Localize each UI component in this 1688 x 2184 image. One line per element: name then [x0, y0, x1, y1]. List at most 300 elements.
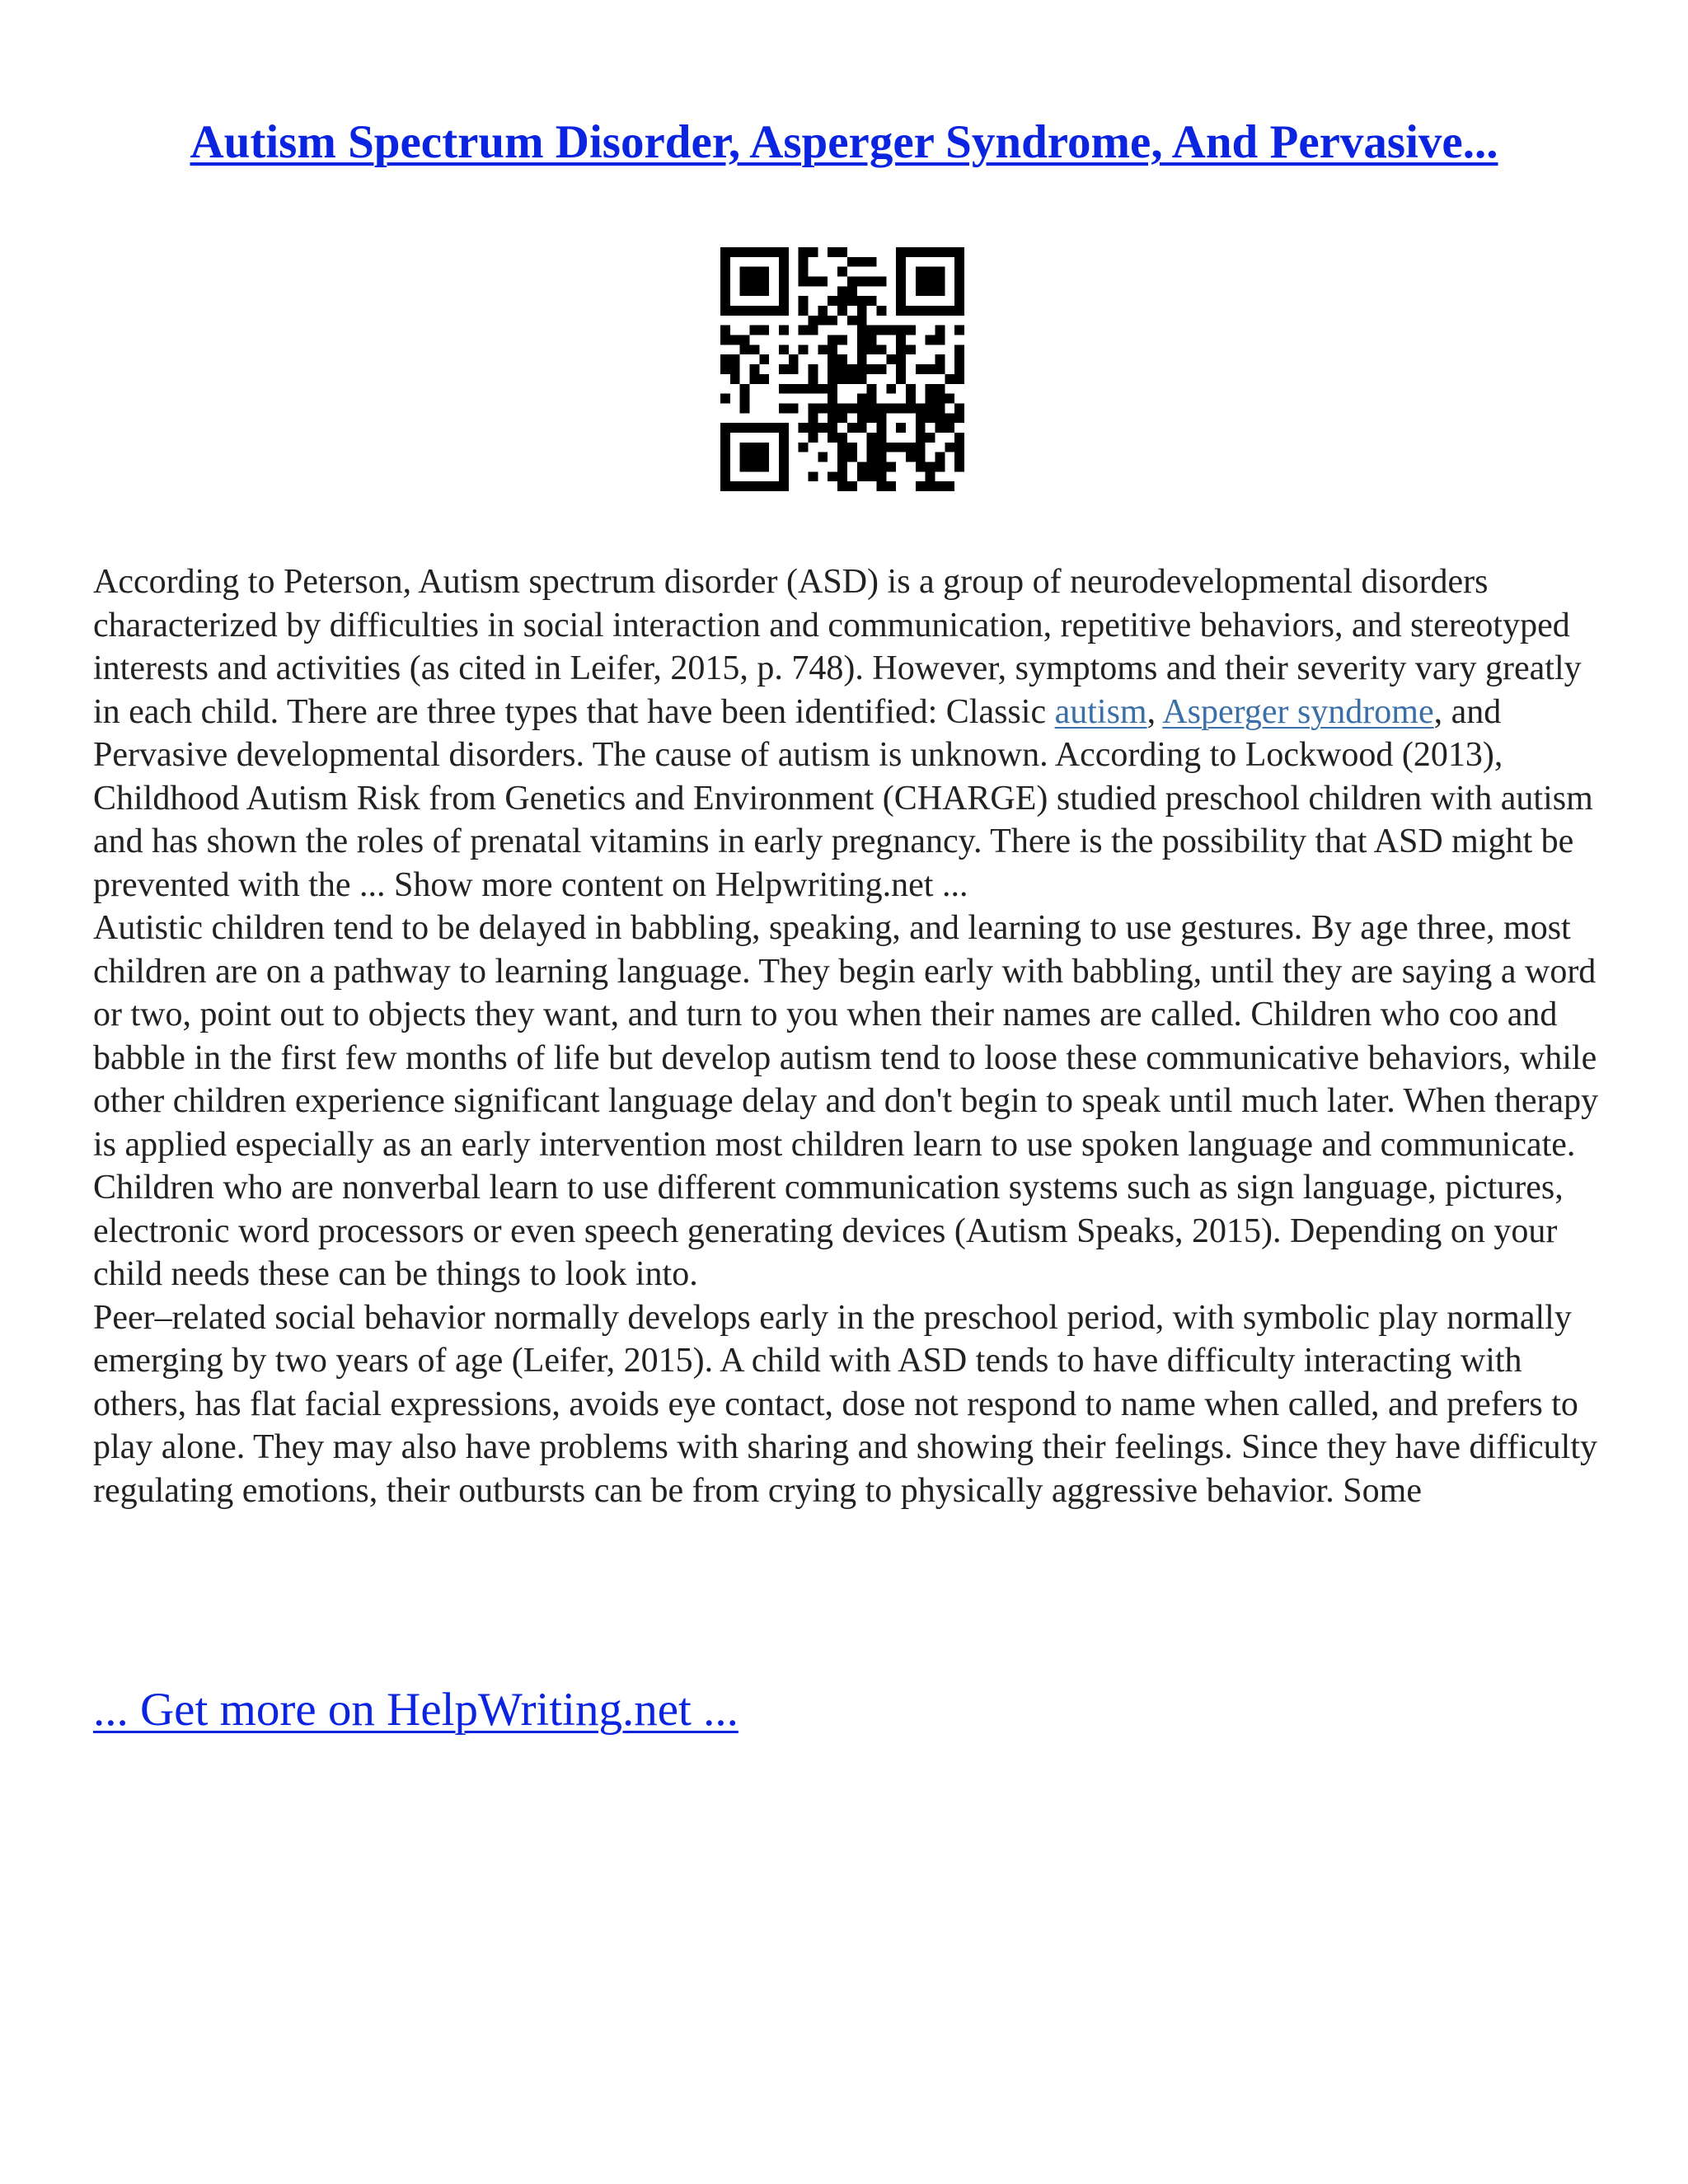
qr-module — [828, 316, 837, 326]
qr-module — [828, 413, 837, 423]
qr-module — [740, 462, 750, 471]
qr-module — [906, 394, 916, 404]
qr-module — [809, 247, 818, 257]
qr-module — [818, 403, 828, 413]
qr-module — [720, 335, 730, 345]
qr-module — [828, 423, 837, 433]
qr-module — [867, 413, 877, 423]
qr-module — [837, 267, 847, 277]
paragraph-2: Autistic children tend to be delayed in babbling, speaking, and learning to use gestures. By age three, most children are on a pathway to learning language. They begin early with babbling, until they are saying a word or two, point out to objects they want, and turn to you when their names are called. Children who coo and babble in the first few months of life but develop autism tend to loose these communicative behaviors, while other children experience significant language delay and don't begin to speak until much later. When therapy is applied especially as an early intervention most children learn to use spoken language and communicate. Children who are nonverbal learn to use different communication systems such as sign language, pictures, electronic word processors or even speech generating devices (Autism Speaks, 2015). Depending on your child needs these can be things to look into. — [93, 909, 1599, 1293]
qr-module — [828, 433, 837, 443]
qr-module — [818, 344, 828, 354]
qr-module — [779, 433, 789, 443]
qr-module — [857, 471, 867, 481]
qr-module — [740, 394, 750, 404]
qr-module — [926, 384, 935, 394]
qr-module — [876, 413, 886, 423]
qr-module — [720, 443, 730, 452]
qr-module — [740, 335, 750, 345]
qr-module — [876, 481, 886, 491]
qr-module — [954, 277, 964, 287]
qr-module — [818, 452, 828, 462]
qr-module — [896, 354, 906, 364]
title-link[interactable]: Autism Spectrum Disorder, Asperger Syndrome, And Pervasive... — [190, 116, 1498, 168]
qr-module — [926, 433, 935, 443]
qr-module — [906, 326, 916, 335]
qr-module — [828, 335, 837, 345]
qr-module — [720, 452, 730, 462]
qr-module — [769, 306, 779, 316]
qr-module — [916, 413, 926, 423]
qr-module — [857, 335, 867, 345]
qr-module — [809, 374, 818, 384]
qr-module — [916, 306, 926, 316]
qr-module — [759, 306, 769, 316]
qr-module — [750, 462, 760, 471]
qr-module — [867, 403, 877, 413]
qr-module — [750, 267, 760, 277]
paragraph-1-comma: , — [1146, 692, 1163, 731]
qr-module — [779, 326, 789, 335]
qr-module — [759, 286, 769, 296]
qr-module — [759, 423, 769, 433]
qr-module — [828, 471, 837, 481]
qr-module — [847, 257, 857, 267]
qr-module — [886, 384, 896, 394]
qr-module — [847, 403, 857, 413]
qr-module — [847, 296, 857, 306]
qr-module — [896, 443, 906, 452]
qr-module — [916, 462, 926, 471]
qr-module — [720, 394, 730, 404]
qr-module — [799, 257, 809, 267]
qr-module — [876, 364, 886, 374]
qr-module — [740, 423, 750, 433]
qr-module — [828, 354, 837, 364]
qr-module — [837, 452, 847, 462]
qr-module — [896, 286, 906, 296]
qr-module — [837, 286, 847, 296]
qr-code-image — [720, 247, 964, 491]
qr-module — [720, 296, 730, 306]
qr-module — [954, 354, 964, 364]
qr-module — [906, 403, 916, 413]
qr-module — [779, 267, 789, 277]
qr-module — [896, 374, 906, 384]
qr-module — [896, 267, 906, 277]
qr-module — [886, 481, 896, 491]
qr-module — [886, 326, 896, 335]
qr-module — [779, 364, 789, 374]
qr-module — [916, 364, 926, 374]
qr-module — [857, 316, 867, 326]
qr-module — [779, 286, 789, 296]
qr-module — [857, 364, 867, 374]
qr-module — [876, 344, 886, 354]
qr-module — [809, 403, 818, 413]
qr-module — [945, 423, 954, 433]
asperger-syndrome-link[interactable]: Asperger syndrome — [1162, 692, 1434, 731]
qr-module — [759, 277, 769, 287]
qr-module — [837, 471, 847, 481]
qr-module — [779, 257, 789, 267]
qr-module — [837, 247, 847, 257]
autism-link[interactable]: autism — [1054, 692, 1147, 731]
qr-module — [809, 316, 818, 326]
qr-module — [906, 443, 916, 452]
qr-module — [954, 403, 964, 413]
qr-module — [750, 306, 760, 316]
qr-module — [857, 306, 867, 316]
qr-module — [954, 374, 964, 384]
qr-module — [926, 247, 935, 257]
qr-module — [789, 364, 799, 374]
qr-module — [740, 286, 750, 296]
qr-module — [954, 364, 964, 374]
qr-module — [720, 306, 730, 316]
qr-module — [935, 335, 945, 345]
qr-module — [916, 403, 926, 413]
qr-module — [886, 403, 896, 413]
qr-module — [896, 423, 906, 433]
qr-module — [954, 306, 964, 316]
paragraph-1 — [93, 560, 1601, 907]
qr-module — [740, 344, 750, 354]
qr-module — [720, 433, 730, 443]
qr-module — [926, 413, 935, 423]
qr-module — [720, 481, 730, 491]
qr-module — [876, 462, 886, 471]
qr-module — [926, 335, 935, 345]
qr-module — [769, 481, 779, 491]
qr-module — [809, 326, 818, 335]
qr-module — [876, 443, 886, 452]
qr-module — [935, 267, 945, 277]
qr-module — [837, 354, 847, 364]
qr-module — [954, 286, 964, 296]
qr-module — [750, 364, 760, 374]
qr-module — [799, 384, 809, 394]
qr-module — [720, 257, 730, 267]
qr-module — [799, 443, 809, 452]
qr-module — [867, 277, 877, 287]
qr-module — [828, 403, 837, 413]
paragraph-3: Peer–related social behavior normally develops early in the preschool period, with symbolic play normally emerging by two years of age (Leifer, 2015). A child with ASD tends to have difficulty interacting with others, has flat facial expressions, avoids eye contact, dose not respond to name when called, and prefers to play alone. They may also have problems with sharing and showing their feelings. Since they have difficulty regulating emotions, their outbursts can be from crying to physically aggressive behavior. Some — [93, 1298, 1598, 1510]
qr-module — [954, 267, 964, 277]
qr-module — [847, 364, 857, 374]
qr-module — [857, 257, 867, 267]
qr-module — [867, 296, 877, 306]
qr-module — [896, 335, 906, 345]
qr-module — [906, 306, 916, 316]
qr-module — [954, 257, 964, 267]
qr-module — [926, 394, 935, 404]
qr-module — [926, 277, 935, 287]
qr-module — [847, 316, 857, 326]
qr-module — [847, 452, 857, 462]
qr-module — [867, 443, 877, 452]
qr-module — [828, 344, 837, 354]
qr-module — [926, 364, 935, 374]
qr-module — [730, 364, 740, 374]
qr-module — [789, 384, 799, 394]
qr-module — [740, 247, 750, 257]
qr-module — [740, 277, 750, 287]
qr-module — [750, 247, 760, 257]
qr-module — [759, 354, 769, 364]
qr-module — [789, 354, 799, 364]
qr-module — [740, 481, 750, 491]
qr-module — [740, 443, 750, 452]
get-more-link[interactable]: ... Get more on HelpWriting.net ... — [93, 1684, 738, 1736]
qr-module — [857, 374, 867, 384]
qr-module — [857, 296, 867, 306]
qr-module — [867, 452, 877, 462]
qr-module — [750, 481, 760, 491]
qr-module — [759, 462, 769, 471]
qr-module — [916, 481, 926, 491]
qr-module — [916, 286, 926, 296]
qr-module — [799, 326, 809, 335]
page-title — [0, 114, 1688, 171]
qr-module — [730, 354, 740, 364]
qr-module — [954, 462, 964, 471]
qr-module — [926, 471, 935, 481]
qr-module — [935, 394, 945, 404]
qr-module — [720, 354, 730, 364]
qr-module — [730, 423, 740, 433]
qr-module — [720, 364, 730, 374]
qr-module — [926, 286, 935, 296]
qr-module — [809, 413, 818, 423]
qr-module — [906, 384, 916, 394]
qr-module — [896, 364, 906, 374]
qr-module — [926, 403, 935, 413]
qr-module — [935, 354, 945, 364]
qr-module — [896, 247, 906, 257]
qr-module — [809, 364, 818, 374]
qr-module — [896, 326, 906, 335]
qr-module — [954, 452, 964, 462]
qr-module — [779, 443, 789, 452]
qr-module — [828, 384, 837, 394]
qr-module — [876, 423, 886, 433]
qr-module — [779, 481, 789, 491]
qr-module — [847, 443, 857, 452]
qr-module — [730, 335, 740, 345]
qr-module — [837, 296, 847, 306]
qr-module — [799, 267, 809, 277]
qr-module — [779, 296, 789, 306]
qr-module — [809, 433, 818, 443]
qr-module — [740, 267, 750, 277]
qr-module — [769, 247, 779, 257]
qr-module — [720, 286, 730, 296]
qr-module — [847, 286, 857, 296]
qr-module — [809, 384, 818, 394]
qr-module — [740, 403, 750, 413]
paragraph-1-text-start: According to Peterson, Autism spectrum disorder (ASD) is a group of neurodevelopmental disorders characterized by difficulties in social interaction and communication, repetitive behaviors, and stereotyped interests and activities (as cited in Leifer, 2015, p. 748). However, symptoms and their severity vary greatly in each child. There are three types that have been identified: Classic — [93, 563, 1582, 731]
qr-module — [857, 403, 867, 413]
qr-module — [935, 423, 945, 433]
qr-module — [759, 374, 769, 384]
qr-module — [867, 364, 877, 374]
qr-module — [799, 296, 809, 306]
qr-module — [720, 277, 730, 287]
qr-module — [896, 296, 906, 306]
qr-module — [916, 423, 926, 433]
qr-module — [779, 384, 789, 394]
qr-module — [886, 443, 896, 452]
qr-module — [759, 247, 769, 257]
qr-module — [916, 433, 926, 443]
qr-module — [867, 433, 877, 443]
qr-module — [779, 452, 789, 462]
qr-module — [867, 471, 877, 481]
qr-module — [857, 277, 867, 287]
qr-module — [935, 384, 945, 394]
qr-module — [945, 394, 954, 404]
qr-module — [935, 364, 945, 374]
qr-module — [720, 462, 730, 471]
qr-module — [769, 423, 779, 433]
qr-module — [896, 257, 906, 267]
qr-module — [837, 403, 847, 413]
qr-module — [916, 267, 926, 277]
qr-module — [750, 326, 760, 335]
qr-module — [867, 462, 877, 471]
qr-module — [935, 306, 945, 316]
qr-module — [720, 423, 730, 433]
qr-module — [926, 306, 935, 316]
qr-module — [935, 481, 945, 491]
qr-module — [906, 344, 916, 354]
qr-module — [759, 481, 769, 491]
qr-module — [799, 344, 809, 354]
qr-module — [720, 267, 730, 277]
qr-module — [857, 423, 867, 433]
qr-module — [818, 316, 828, 326]
qr-module — [740, 306, 750, 316]
qr-module — [857, 326, 867, 335]
qr-module — [779, 471, 789, 481]
qr-module — [837, 364, 847, 374]
qr-module — [740, 452, 750, 462]
qr-code-icon — [720, 247, 964, 491]
qr-module — [954, 296, 964, 306]
qr-module — [750, 277, 760, 287]
qr-module — [759, 452, 769, 462]
article-body — [93, 560, 1601, 1512]
qr-module — [876, 452, 886, 462]
qr-module — [954, 413, 964, 423]
qr-module — [945, 306, 954, 316]
qr-module — [886, 462, 896, 471]
qr-module — [837, 306, 847, 316]
qr-module — [876, 433, 886, 443]
qr-module — [867, 257, 877, 267]
qr-module — [886, 354, 896, 364]
qr-module — [916, 452, 926, 462]
qr-module — [828, 247, 837, 257]
qr-module — [837, 433, 847, 443]
qr-module — [750, 344, 760, 354]
qr-module — [730, 247, 740, 257]
qr-module — [857, 344, 867, 354]
qr-module — [935, 247, 945, 257]
qr-module — [809, 277, 818, 287]
qr-module — [779, 423, 789, 433]
qr-module — [818, 423, 828, 433]
qr-module — [779, 247, 789, 257]
qr-module — [935, 413, 945, 423]
qr-module — [926, 267, 935, 277]
qr-module — [750, 374, 760, 384]
qr-module — [837, 374, 847, 384]
qr-module — [750, 286, 760, 296]
qr-module — [818, 384, 828, 394]
qr-module — [857, 354, 867, 364]
qr-module — [867, 394, 877, 404]
qr-module — [730, 374, 740, 384]
qr-module — [847, 374, 857, 384]
qr-module — [837, 462, 847, 471]
qr-module — [945, 443, 954, 452]
qr-module — [916, 443, 926, 452]
qr-module — [945, 481, 954, 491]
qr-module — [730, 306, 740, 316]
qr-module — [857, 413, 867, 423]
qr-module — [926, 481, 935, 491]
qr-module — [720, 247, 730, 257]
qr-module — [828, 296, 837, 306]
qr-module — [809, 423, 818, 433]
qr-module — [759, 326, 769, 335]
qr-module — [837, 443, 847, 452]
qr-module — [954, 326, 964, 335]
qr-module — [867, 344, 877, 354]
qr-module — [818, 277, 828, 287]
qr-module — [799, 277, 809, 287]
qr-module — [916, 247, 926, 257]
qr-module — [837, 481, 847, 491]
qr-module — [750, 452, 760, 462]
qr-module — [896, 403, 906, 413]
qr-module — [730, 481, 740, 491]
qr-module — [799, 247, 809, 257]
qr-module — [847, 481, 857, 491]
qr-module — [954, 344, 964, 354]
qr-module — [896, 277, 906, 287]
qr-module — [954, 443, 964, 452]
qr-module — [857, 394, 867, 404]
qr-module — [945, 374, 954, 384]
paragraph-1-text-end: , and Pervasive developmental disorders. The cause of autism is unknown. According to Lockwood (2013), Childhood Autism Risk from Genetics and Environment (CHARGE) studied preschool children with autism and has shown the roles of prenatal vitamins in early pregnancy. There is the possibility that ASD might be prevented with the ... Show more content on Helpwriting.net ... — [93, 692, 1593, 904]
qr-module — [906, 452, 916, 462]
qr-module — [750, 423, 760, 433]
qr-module — [867, 326, 877, 335]
qr-module — [799, 306, 809, 316]
qr-module — [818, 306, 828, 316]
qr-module — [799, 423, 809, 433]
qr-module — [809, 471, 818, 481]
qr-module — [867, 335, 877, 345]
qr-module — [954, 433, 964, 443]
qr-module — [847, 423, 857, 433]
qr-module — [828, 364, 837, 374]
qr-module — [935, 286, 945, 296]
qr-module — [847, 277, 857, 287]
